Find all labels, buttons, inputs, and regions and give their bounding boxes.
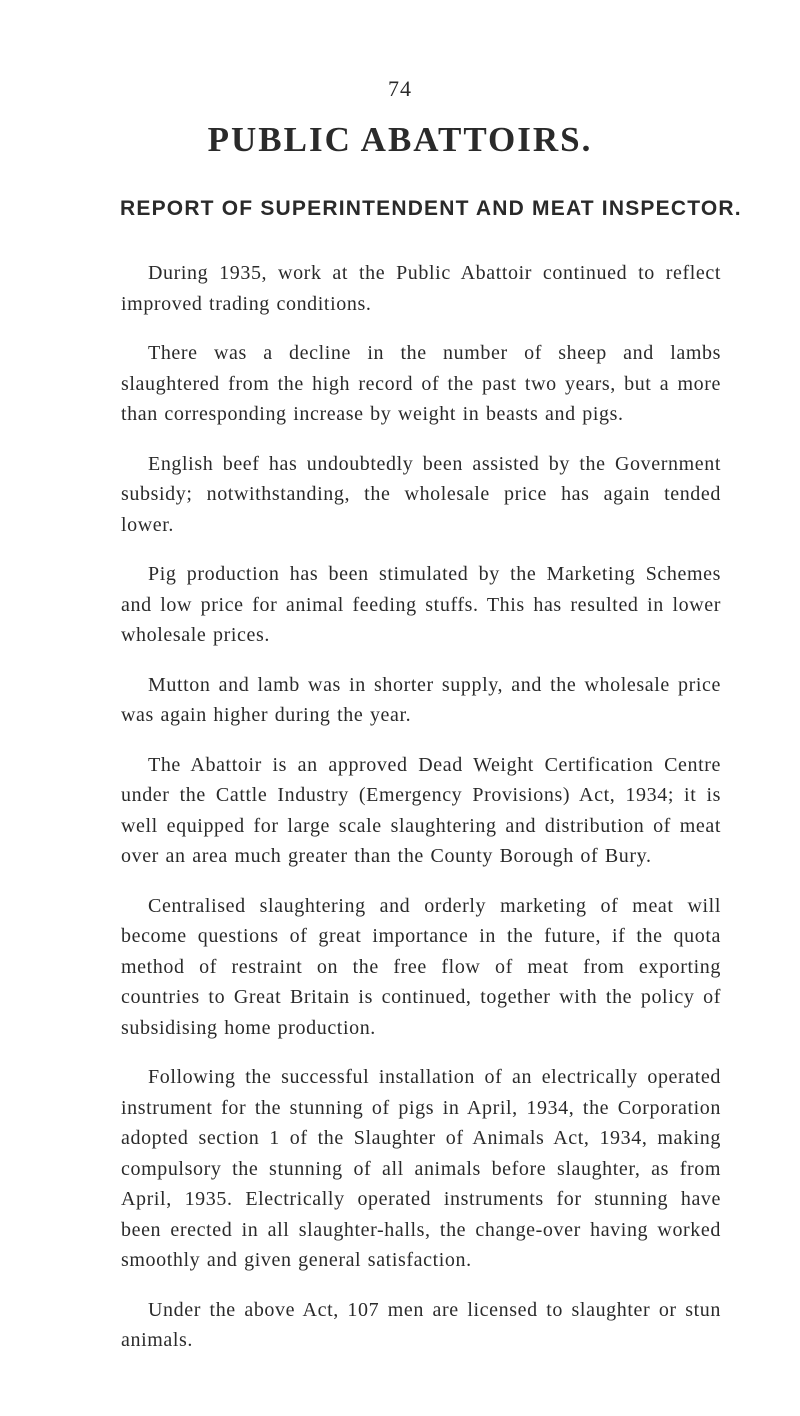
paragraph-centralised-slaughtering: Centralised slaughtering and orderly marketing of meat will become questions of great importance in the future, if the quota method of restraint on the free flow of meat from exporting countries to Great Britain is continued, together with the policy of subsidising home production. bbox=[121, 894, 721, 1039]
report-subtitle: REPORT OF SUPERINTENDENT AND MEAT INSPECTOR. bbox=[120, 197, 742, 220]
paragraph-stunning-instruments: Following the successful installation of an electrically operated instrument for the stunning of pigs in April, 1934, the Corporation adopted section 1 of the Slaughter of Animals Act, 1934, making compulsory the stunning of all animals before slaughter, as from April, 1935. Electrically operated instruments for stunning have been erected in all slaughter-halls, the change-over having worked smoothly and given general satisfaction. bbox=[121, 1066, 721, 1271]
page-number: 74 bbox=[388, 76, 412, 101]
paragraph-pig-production: Pig production has been stimulated by the Marketing Schemes and low price for animal feeding stuffs. This has resulted in lower wholesale prices. bbox=[121, 563, 721, 646]
paragraph-sheep-decline: There was a decline in the number of sheep and lambs slaughtered from the high record of the past two years, but a more than corresponding increase by weight in beasts and pigs. bbox=[121, 342, 721, 425]
paragraph-english-beef: English beef has undoubtedly been assisted by the Government subsidy; notwithstanding, the wholesale price has again tended lower. bbox=[121, 452, 721, 536]
paragraph-certification-centre: The Abattoir is an approved Dead Weight Certification Centre under the Cattle Industry (Emergency Provisions) Act, 1934; it is well equipped for large scale slaughtering and distribution of meat over an area much greater than the County Borough of Bury. bbox=[121, 753, 721, 867]
report-body bbox=[121, 258, 721, 1375]
paragraph-licensed-men: Under the above Act, 107 men are licensed to slaughter or stun animals. bbox=[121, 1298, 721, 1351]
page-title: PUBLIC ABATTOIRS. bbox=[207, 120, 593, 159]
paragraph-mutton-lamb: Mutton and lamb was in shorter supply, and the wholesale price was again higher during the year. bbox=[121, 673, 721, 726]
paragraph-trading-conditions: During 1935, work at the Public Abattoir continued to reflect improved trading conditions. bbox=[121, 262, 721, 315]
